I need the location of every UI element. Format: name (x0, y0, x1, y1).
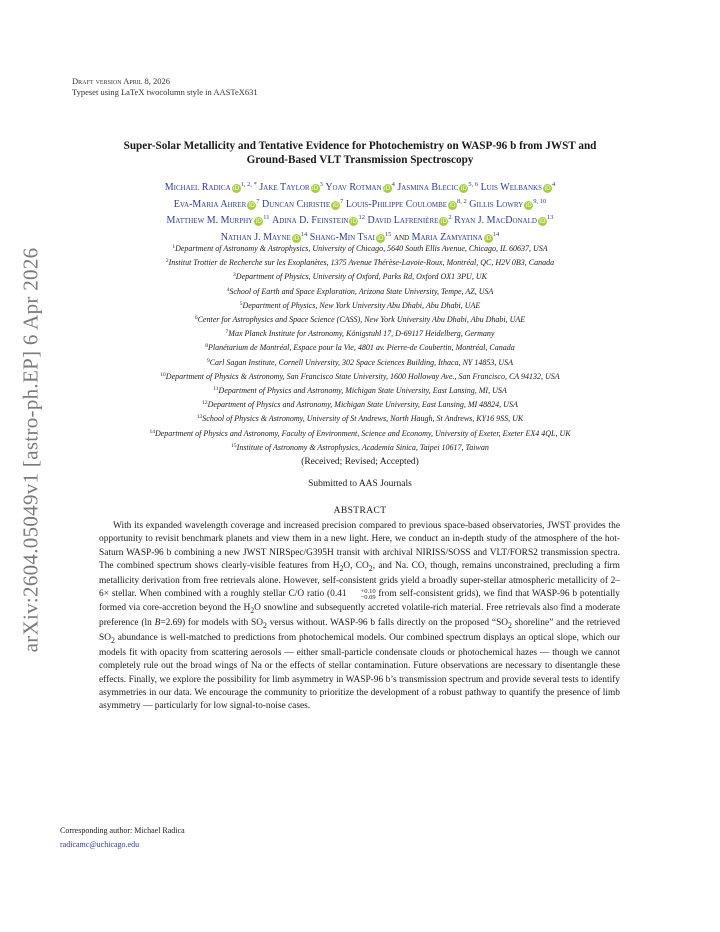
author-affiliation-marker: 12 (358, 214, 365, 221)
abstract-text: With its expanded wavelength coverage and increased precision compared to previous space-based observatories, JWST provides the opportunity to revisit benchmark planets and view them in a new light. Here, we conduct an in-depth study of the atmosphere of the hot-Saturn WASP-96 b combining a new JWST NIRSpec/G395H transit with archival NIRISS/SOSS and VLT/FORS2 transmission spectra. The combined spectrum shows clearly-visible features from $H_2O$, $CO_2$, and Na. CO, though, remains unconstrained, precluding a firm metallicity derivation from free retrievals alone. However, self-consistent grids yield a broadly super-stellar atmospheric metallicity of 2–6× stellar. When combined with a roughly stellar C/O ratio (0.41 +0.10 −0.09 from self-consistent grids), we find that WASP-96 b potentially formed via core-accretion beyond the $H_2O$ snowline and subsequently accreted volatile-rich material. Free retrievals also find a moderate preference (ln B=2.69) for models with $SO_2$ versus without. WASP-96 b falls directly on the proposed “$SO_2$ shoreline” and the retrieved $SO_2$ abundance is well-matched to predictions from photochemical models. Our combined spectrum displays an optical slope, which our models fit with opacity from scattering aerosols — either small-particle condensate clouds or photochemical hazes — though we cannot completely rule out the broad wings of Na or the effects of stellar contamination. Future observations are necessary to disentangle these effects. Finally, we explore the possibility for limb asymmetry in WASP-96 b’s transmission spectrum and provide several tests to identify asymmetries in our data. We encourage the community to prioritize the development of a robust pathway to quantify the presence of limb asymmetry — particularly for low signal-to-noise cases. (99, 521, 621, 712)
author-entry (174, 199, 260, 210)
affiliation-number: 9 (206, 357, 210, 364)
affiliation-line (40, 312, 680, 326)
author-name[interactable]: Matthew M. Murphy (166, 215, 254, 226)
author-name[interactable]: Louis-Philippe Coulombe (345, 198, 448, 210)
author-affiliation-marker: 3 (319, 181, 323, 188)
header-note (72, 76, 258, 98)
author-name[interactable]: Maria Zamyatina (411, 231, 483, 243)
received-dates: (Received; Revised; Accepted) (301, 457, 419, 467)
affiliation-line (40, 284, 680, 298)
author-entry (346, 199, 467, 210)
affiliation-number: 2 (165, 258, 169, 265)
affiliation-line (40, 298, 680, 312)
affiliation-line (40, 397, 680, 411)
affiliation-list (40, 241, 680, 454)
orcid-icon[interactable]: iD (232, 185, 240, 192)
arxiv-stamp-text: arXiv:2604.05049v1 [astro-ph.EP] 6 Apr 2026 (18, 247, 43, 653)
paper-title (60, 139, 660, 167)
author-name[interactable]: Shang-Min Tsai (309, 231, 375, 243)
affiliation-text: Department of Astronomy & Astrophysics, University of Chicago, 5640 South Ellis Avenue, Chicago, IL 60637, USA (175, 244, 548, 253)
affiliation-number: 11 (213, 386, 219, 393)
affiliation-text: Carl Sagan Institute, Cornell University, 302 Space Sciences Building, Ithaca, NY 14853, USA (209, 357, 514, 367)
orcid-icon[interactable]: iD (377, 234, 384, 242)
affiliation-text: Department of Physics, New York University Abu Dhabi, Abu Dhabi, UAE (242, 300, 481, 310)
affiliation-line (40, 426, 680, 440)
author-email-link[interactable]: radicamc@uchicago.edu (60, 840, 140, 849)
orcid-icon[interactable]: iD (544, 185, 551, 192)
author-name[interactable]: Yoav Rotman (325, 182, 382, 193)
author-name[interactable]: David Lafrenière (367, 215, 439, 226)
author-name[interactable]: Nathan J. Mayne (220, 231, 291, 243)
author-entry (165, 182, 257, 193)
typeset-note: Typeset using LaTeX twocolumn style in AASTeX631 (72, 87, 258, 97)
affiliation-text: Planétarium de Montréal, Espace pour la Vie, 4801 av. Pierre-de Coubertin, Montréal, Canada (208, 343, 515, 353)
abstract-heading: ABSTRACT (333, 506, 387, 516)
orcid-icon[interactable]: iD (440, 218, 448, 225)
affiliation-number: 12 (202, 400, 208, 407)
author-entry (259, 182, 322, 193)
draft-version: Draft version April 8, 2026 (72, 76, 171, 86)
orcid-icon[interactable]: iD (449, 201, 456, 209)
orcid-icon[interactable]: iD (350, 218, 358, 225)
title-line-2: Ground-Based VLT Transmission Spectroscopy (246, 154, 474, 166)
affiliation-text: Max Planck Institute for Astronomy, Königstuhl 17, D-69117 Heidelberg, Germany (228, 329, 495, 339)
author-name[interactable]: Duncan Christie (262, 198, 331, 210)
affiliation-number: 4 (226, 286, 230, 293)
author-name[interactable]: Jake Taylor (259, 182, 310, 193)
author-affiliation-marker: 4 (391, 181, 395, 188)
author-entry (272, 215, 365, 226)
orcid-icon[interactable]: iD (384, 185, 391, 192)
author-entry (481, 182, 556, 193)
affiliation-line (40, 355, 680, 369)
affiliation-line (40, 383, 680, 397)
orcid-icon[interactable]: iD (525, 201, 532, 209)
affiliation-line (40, 269, 680, 283)
and-conjunction: and (393, 231, 412, 243)
submitted-note: Submitted to AAS Journals (308, 479, 412, 489)
affiliation-text: Department of Physics and Astronomy, Michigan State University, East Lansing, MI 48824, USA (207, 400, 518, 410)
affiliation-text: Department of Physics, University of Oxford, Parks Rd, Oxford OX1 3PU, UK (235, 272, 487, 282)
author-name[interactable]: Michael Radica (164, 182, 231, 193)
author-name[interactable]: Adina D. Feinstein (271, 215, 349, 226)
title-line-1: Super-Solar Metallicity and Tentative Evidence for Photochemistry on WASP-96 b from JWST and (123, 140, 597, 152)
author-name[interactable]: Eva-Maria Ahrer (173, 198, 247, 210)
affiliation-number: 14 (149, 428, 155, 435)
author-entry (325, 182, 395, 193)
affiliation-text: School of Earth and Space Exploration, Arizona State University, Tempe, AZ, USA (229, 286, 494, 296)
author-affiliation-marker: 9, 10 (533, 197, 547, 205)
orcid-icon[interactable]: iD (248, 201, 255, 209)
affiliation-line (40, 411, 680, 425)
affiliation-number: 6 (194, 315, 198, 322)
orcid-icon[interactable]: iD (539, 218, 546, 225)
author-affiliation-marker: 7 (340, 197, 344, 205)
affiliation-text: School of Physics & Astronomy, University of St Andrews, North Haugh, St Andrews, KY16 9SS, UK (202, 414, 524, 424)
author-entry (469, 199, 546, 210)
author-name[interactable]: Luis Welbanks (480, 182, 542, 193)
author-affiliation-marker: 14 (492, 230, 500, 238)
affiliation-number: 5 (239, 300, 243, 307)
author-affiliation-marker: 2 (448, 214, 452, 221)
author-list (60, 178, 660, 244)
orcid-icon[interactable]: iD (255, 218, 262, 225)
affiliation-number: 1 (172, 244, 176, 250)
author-affiliation-marker: 13 (546, 214, 554, 221)
orcid-icon[interactable]: iD (293, 234, 300, 242)
orcid-icon[interactable]: iD (311, 185, 319, 192)
affiliation-text: Department of Physics and Astronomy, Faculty of Environment, Science and Economy, University of Exeter, Exeter EX4 4QL, UK (154, 428, 571, 438)
author-name[interactable]: Gillis Lowry (469, 198, 524, 210)
affiliation-text: Center for Astrophysics and Space Science (CASS), New York University Abu Dhabi, Abu Dhabi, UAE (197, 315, 526, 325)
affiliation-number: 15 (231, 442, 237, 449)
author-affiliation-marker: 15 (384, 230, 392, 238)
author-entry (262, 199, 343, 210)
author-affiliation-marker: 4 (552, 181, 556, 188)
author-entry (397, 182, 478, 193)
orcid-icon[interactable]: iD (485, 234, 492, 242)
affiliation-number: 13 (196, 414, 203, 421)
author-entry (367, 215, 451, 226)
author-affiliation-marker: 11 (263, 214, 270, 221)
orcid-icon[interactable]: iD (332, 201, 339, 209)
author-affiliation-marker: 14 (300, 230, 308, 238)
author-entry (167, 215, 270, 226)
affiliation-line (40, 440, 680, 454)
affiliation-line (40, 340, 680, 354)
author-affiliation-marker: 5, 6 (468, 181, 479, 188)
author-name[interactable]: Ryan J. MacDonald (454, 215, 537, 226)
affiliation-line (40, 326, 680, 340)
affiliation-number: 3 (233, 272, 236, 279)
affiliation-text: Department of Physics & Astronomy, San Francisco State University, 1600 Holloway Ave., San Francisco, CA 94132, USA (165, 371, 560, 381)
affiliation-text: Institute of Astronomy & Astrophysics, Academia Sinica, Taipei 10617, Taiwan (236, 442, 489, 452)
orcid-icon[interactable]: iD (460, 185, 467, 192)
affiliation-line (40, 255, 680, 269)
affiliation-line (40, 369, 680, 383)
affiliation-number: 7 (225, 329, 229, 336)
author-affiliation-marker: 7 (256, 197, 260, 205)
affiliation-number: 8 (205, 343, 209, 350)
author-name[interactable]: Jasmina Blecic (397, 182, 459, 193)
author-affiliation-marker: 1, 2, * (240, 181, 257, 188)
author-affiliation-marker: 8, 2 (457, 197, 467, 205)
affiliation-text: Institut Trottier de Recherche sur les Exoplanètes, 1375 Avenue Thérèse-Lavoie-Roux, Montréal, QC, H2V 0B3, Canada (168, 258, 555, 268)
corresponding-author: Corresponding author: Michael Radica (60, 826, 185, 835)
affiliation-text: Department of Physics and Astronomy, Michigan State University, East Lansing, MI, USA (218, 386, 507, 396)
affiliation-number: 10 (160, 371, 166, 378)
author-entry (454, 215, 553, 226)
affiliation-line (40, 241, 680, 255)
